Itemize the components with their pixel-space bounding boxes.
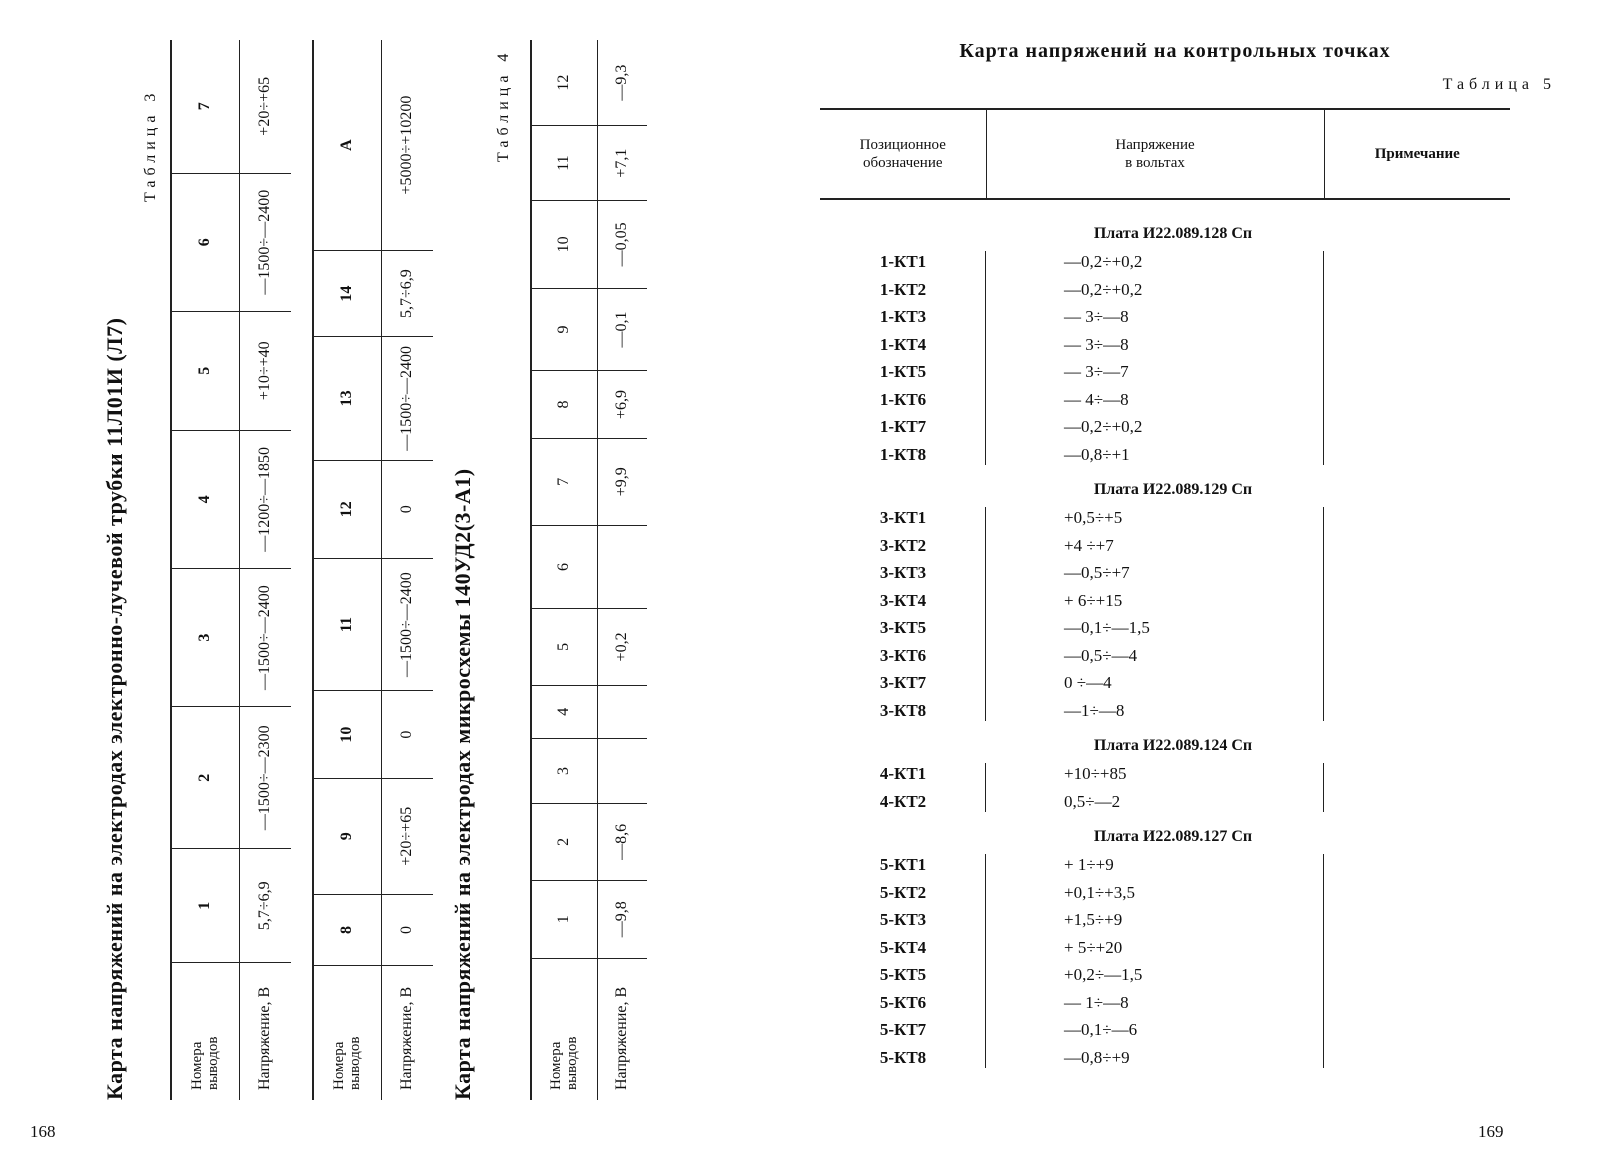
column-divider: [1323, 763, 1324, 812]
table-row: [820, 441, 1510, 469]
note-cell: [1324, 788, 1510, 816]
voltage-cell: —0,8÷+9: [1064, 1047, 1130, 1067]
value-cell: —1500÷—2300: [239, 707, 291, 849]
position-cell: 5-КТ5: [879, 965, 927, 984]
position-cell: 1-КТ2: [879, 279, 927, 299]
note-cell: [1324, 248, 1510, 276]
pin-cell: 4: [531, 685, 597, 738]
table-row: [820, 504, 1510, 532]
table5-title: Карта напряжений на контрольных точках: [959, 40, 1391, 62]
note-cell: [1324, 504, 1510, 532]
header-voltage: Напряжение в вольтах: [987, 110, 1325, 198]
spacer: [820, 724, 1510, 732]
pin-cell: 5: [171, 311, 239, 430]
voltage-cell: + 6÷+15: [1064, 590, 1123, 610]
table-row: [820, 961, 1510, 989]
voltage-label: Напряжение, В: [398, 986, 416, 1090]
column-divider: [985, 763, 986, 812]
note-cell: [1324, 614, 1510, 642]
spacer: [820, 815, 1510, 823]
position-cell: 3-КТ4: [879, 590, 927, 610]
note-cell: [1324, 669, 1510, 697]
table-row: [820, 788, 1510, 816]
value-cell: +6,9: [597, 371, 647, 438]
note-cell: [1324, 358, 1510, 386]
table3-values-row: [239, 40, 291, 1100]
column-divider: [1323, 507, 1324, 721]
pin-cell: 4: [171, 430, 239, 568]
pin-cell: A: [313, 40, 381, 251]
note-cell: [1324, 559, 1510, 587]
row-header: Номера выводов: [171, 963, 239, 1100]
voltage-cell: +4 ÷+7: [1064, 535, 1114, 555]
value-cell: —8,6: [597, 804, 647, 881]
table4-label: Таблица 4: [495, 48, 512, 162]
pin-cell: 11: [313, 558, 381, 691]
voltage-cell: —0,5÷+7: [1064, 563, 1130, 582]
note-cell: [1324, 989, 1510, 1017]
value-cell: —1500÷—2400: [239, 568, 291, 706]
voltage-cell: —0,2÷+0,2: [1064, 279, 1143, 299]
table-row: [820, 614, 1510, 642]
pin-cell: 1: [171, 849, 239, 963]
pin-cell: 7: [531, 438, 597, 525]
table5: [820, 108, 1510, 1071]
note-cell: [1324, 961, 1510, 989]
table-row: [820, 879, 1510, 907]
pin-cell: 8: [313, 894, 381, 966]
pin-cell: 6: [171, 173, 239, 311]
value-cell: [597, 525, 647, 608]
position-cell: 3-КТ5: [879, 618, 927, 637]
position-cell: 5-КТ6: [879, 992, 927, 1012]
position-cell: 1-КТ1: [879, 252, 927, 271]
spacer: [820, 468, 1510, 476]
value-cell: +10÷+40: [239, 311, 291, 430]
row-header: Номера выводов: [531, 958, 597, 1100]
table-row: [820, 642, 1510, 670]
value-cell: +20÷+65: [381, 778, 433, 894]
value-cell: —1500÷—2400: [381, 558, 433, 691]
table-row: [820, 1016, 1510, 1044]
table3-part2: [312, 40, 433, 1100]
table-row: [820, 934, 1510, 962]
value-cell: +20÷+65: [239, 40, 291, 173]
position-cell: 4-КТ1: [879, 764, 927, 783]
voltage-label: Напряжение, В: [256, 986, 274, 1090]
value-cell: [597, 738, 647, 803]
table4: [530, 40, 647, 1100]
note-cell: [1324, 276, 1510, 304]
value-cell: —9,3: [597, 40, 647, 126]
table-row: [820, 851, 1510, 879]
value-cell: +5000÷+10200: [381, 40, 433, 251]
board-rows: [820, 248, 1510, 468]
table-row: [820, 386, 1510, 414]
pin-cell: 12: [531, 40, 597, 126]
table-row: [820, 989, 1510, 1017]
header-position: Позиционное обозначение: [820, 110, 987, 198]
pin-cell: 2: [171, 707, 239, 849]
table-row: [820, 358, 1510, 386]
table5-body: [820, 200, 1510, 1071]
pin-cell: 6: [531, 525, 597, 608]
position-cell: 3-КТ7: [879, 673, 927, 692]
pin-cell: 5: [531, 609, 597, 685]
pin-cell: 11: [531, 126, 597, 201]
note-cell: [1324, 532, 1510, 560]
table5-label: Таблица 5: [1442, 76, 1556, 93]
position-cell: 5-КТ2: [879, 882, 927, 902]
table4-values-row: [597, 40, 647, 1100]
voltage-cell: —0,8÷+1: [1064, 444, 1130, 464]
value-cell: —1500÷—2400: [239, 173, 291, 311]
pin-cell: 9: [531, 288, 597, 371]
pin-cell: 2: [531, 804, 597, 881]
note-cell: [1324, 386, 1510, 414]
table-row: [820, 276, 1510, 304]
pin-cell: 10: [531, 201, 597, 289]
board-rows: [820, 760, 1510, 815]
table-row: [820, 532, 1510, 560]
table-row: [820, 331, 1510, 359]
table3-pins-row: [171, 40, 239, 1100]
note-cell: [1324, 760, 1510, 788]
table-row: [820, 697, 1510, 725]
voltage-cell: — 3÷—8: [1064, 334, 1129, 354]
board-title: Плата И22.089.124 Сп: [1093, 737, 1253, 754]
voltage-cell: +0,1÷+3,5: [1064, 882, 1136, 902]
table-row: [820, 248, 1510, 276]
column-divider: [985, 854, 986, 1068]
position-cell: 3-КТ8: [879, 700, 927, 720]
voltage-cell: + 1÷+9: [1064, 855, 1114, 874]
table4-pins-row: [531, 40, 597, 1100]
value-cell: [597, 685, 647, 738]
table5-header: [820, 108, 1510, 200]
board-rows: [820, 851, 1510, 1071]
column-divider: [985, 507, 986, 721]
note-cell: [1324, 413, 1510, 441]
value-cell: —1200÷—1850: [239, 430, 291, 568]
position-cell: 3-КТ3: [879, 563, 927, 582]
value-cell: —9,8: [597, 880, 647, 958]
table-row: [820, 760, 1510, 788]
note-cell: [1324, 1016, 1510, 1044]
note-cell: [1324, 303, 1510, 331]
table-row: [820, 413, 1510, 441]
pin-cell: 10: [313, 691, 381, 778]
position-cell: 3-КТ2: [879, 535, 927, 555]
note-cell: [1324, 879, 1510, 907]
voltage-cell: — 4÷—8: [1064, 389, 1129, 409]
pin-cell: 3: [531, 738, 597, 803]
table4-title: Карта напряжений на электродах микросхемы 140УД2(3-А1): [450, 468, 475, 1100]
column-divider: [1323, 251, 1324, 465]
pin-cell: 12: [313, 460, 381, 558]
table3-part1: [170, 40, 291, 1100]
voltage-cell: —0,5÷—4: [1064, 645, 1138, 665]
position-cell: 5-КТ1: [879, 855, 927, 874]
position-cell: 5-КТ7: [879, 1020, 927, 1039]
table-row: [820, 1044, 1510, 1072]
value-cell: —1500÷—2400: [381, 337, 433, 461]
note-cell: [1324, 906, 1510, 934]
position-cell: 1-КТ7: [879, 417, 927, 436]
value-cell: —0,05: [597, 201, 647, 289]
note-cell: [1324, 331, 1510, 359]
note-cell: [1324, 934, 1510, 962]
pin-cell: 1: [531, 880, 597, 958]
position-cell: 3-КТ1: [879, 508, 927, 527]
note-cell: [1324, 851, 1510, 879]
row-header: Номера выводов: [313, 966, 381, 1100]
pin-cell: 13: [313, 337, 381, 461]
position-cell: 1-КТ6: [879, 389, 927, 409]
table-row: [820, 587, 1510, 615]
board-title: Плата И22.089.129 Сп: [1093, 481, 1253, 498]
column-divider: [985, 251, 986, 465]
value-cell: 0: [381, 691, 433, 778]
position-cell: 1-КТ5: [879, 362, 927, 381]
voltage-cell: —0,1÷—1,5: [1064, 618, 1150, 637]
value-cell: +0,2: [597, 609, 647, 685]
voltage-cell: + 5÷+20: [1064, 937, 1123, 957]
voltage-cell: — 3÷—8: [1064, 307, 1129, 326]
voltage-cell: —0,1÷—6: [1064, 1020, 1138, 1039]
voltage-cell: +0,5÷+5: [1064, 508, 1123, 527]
voltage-cell: —1÷—8: [1064, 700, 1125, 720]
voltage-cell: +0,2÷—1,5: [1064, 965, 1143, 984]
header-note: Примечание: [1374, 145, 1460, 162]
left-page-number: 168: [30, 1122, 56, 1141]
pin-cell: 7: [171, 40, 239, 173]
value-cell: +7,1: [597, 126, 647, 201]
position-cell: 1-КТ3: [879, 307, 927, 326]
column-divider: [1323, 854, 1324, 1068]
value-cell: +9,9: [597, 438, 647, 525]
left-page-rotated: [100, 40, 670, 1100]
voltage-cell: —0,2÷+0,2: [1064, 252, 1143, 271]
note-cell: [1324, 441, 1510, 469]
table-row: [820, 906, 1510, 934]
note-cell: [1324, 642, 1510, 670]
value-cell: —0,1: [597, 288, 647, 371]
pin-cell: 9: [313, 778, 381, 894]
voltage-cell: — 1÷—8: [1064, 992, 1129, 1012]
value-cell: 0: [381, 460, 433, 558]
board-title: Плата И22.089.128 Сп: [1093, 225, 1253, 242]
voltage-label: Напряжение, В: [613, 986, 631, 1090]
table3-title: Карта напряжений на электродах электронно-лучевой трубки 11Л01И (Л7): [102, 317, 127, 1100]
table3-label: Таблица 3: [142, 88, 159, 202]
position-cell: 3-КТ6: [879, 645, 927, 665]
position-cell: 1-КТ8: [879, 444, 927, 464]
note-cell: [1324, 587, 1510, 615]
voltage-cell: 0 ÷—4: [1064, 673, 1112, 692]
value-cell: 5,7÷6,9: [381, 251, 433, 337]
right-page-number: 169: [1478, 1122, 1504, 1141]
table-row: [820, 559, 1510, 587]
voltage-cell: +1,5÷+9: [1064, 910, 1123, 929]
table-row: [820, 303, 1510, 331]
voltage-cell: +10÷+85: [1064, 764, 1127, 783]
value-cell: 5,7÷6,9: [239, 849, 291, 963]
position-cell: 4-КТ2: [879, 791, 927, 811]
position-cell: 1-КТ4: [879, 334, 927, 354]
position-cell: 5-КТ8: [879, 1047, 927, 1067]
board-rows: [820, 504, 1510, 724]
note-cell: [1324, 697, 1510, 725]
table-row: [820, 669, 1510, 697]
pin-cell: 3: [171, 568, 239, 706]
position-cell: 5-КТ3: [879, 910, 927, 929]
note-cell: [1324, 1044, 1510, 1072]
table3b-pins-row: [313, 40, 381, 1100]
table3b-values-row: [381, 40, 433, 1100]
voltage-cell: 0,5÷—2: [1064, 791, 1121, 811]
voltage-cell: —0,2÷+0,2: [1064, 417, 1143, 436]
board-title: Плата И22.089.127 Сп: [1093, 828, 1253, 845]
position-cell: 5-КТ4: [879, 937, 927, 957]
value-cell: 0: [381, 894, 433, 966]
voltage-cell: — 3÷—7: [1064, 362, 1129, 381]
pin-cell: 14: [313, 251, 381, 337]
pin-cell: 8: [531, 371, 597, 438]
